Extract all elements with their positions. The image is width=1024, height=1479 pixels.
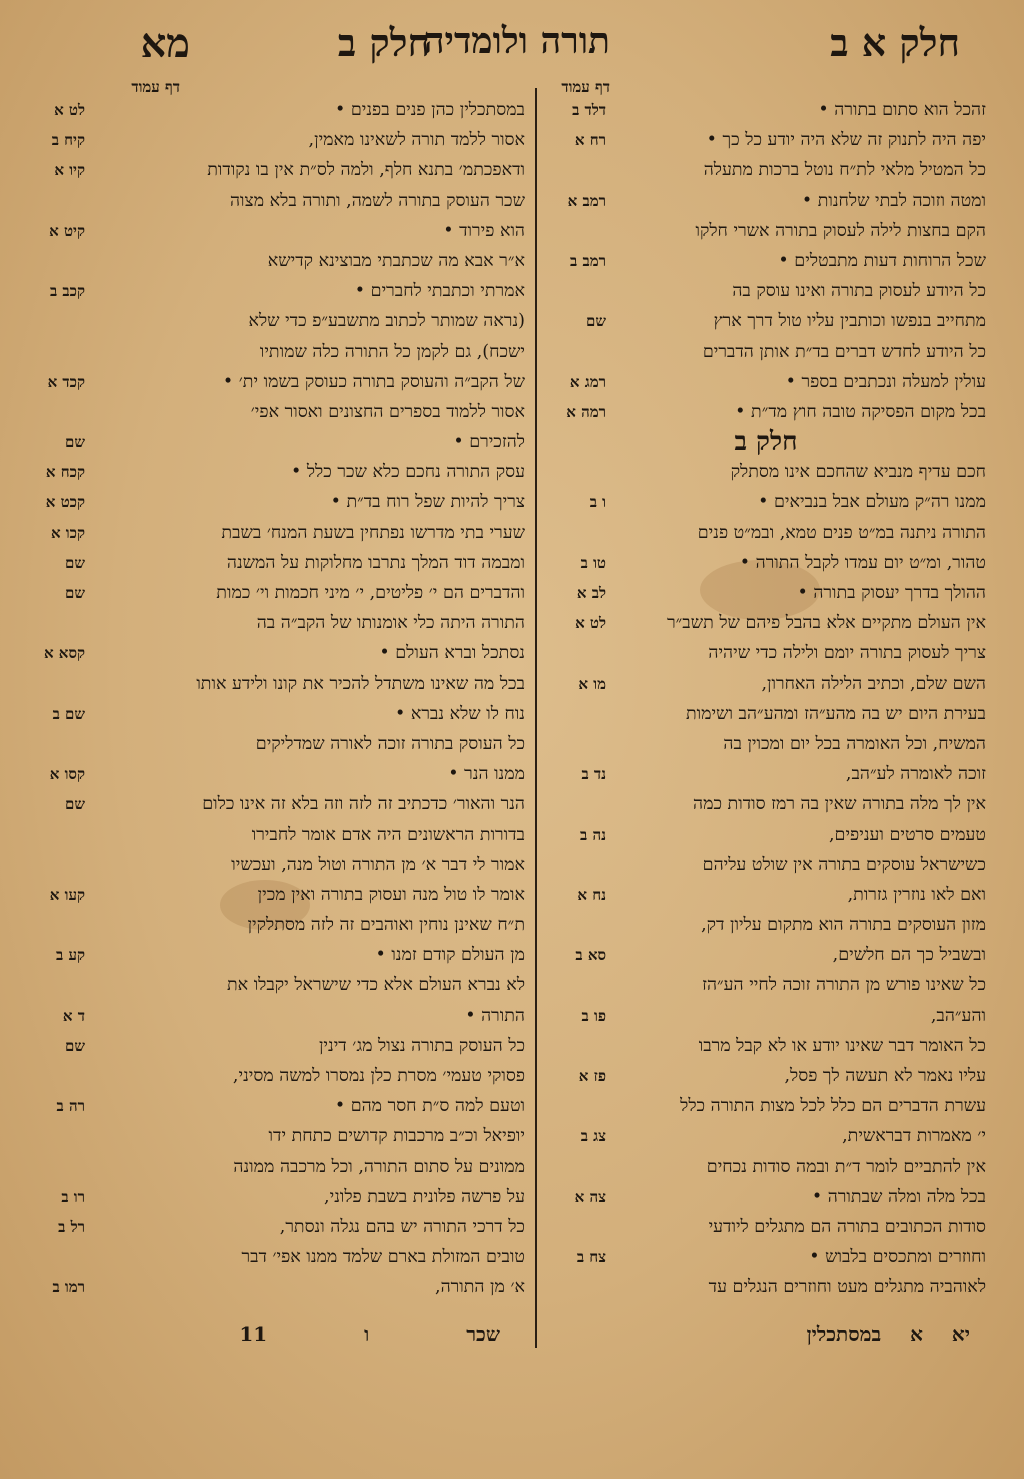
line-text: עסק התורה נחכם כלא שכר כלל • [290, 462, 525, 483]
line-text: כל האומר דבר שאינו יודע או לא קבל מרבו [698, 1035, 986, 1056]
footer-folio: יא [951, 1322, 970, 1346]
line-text: נוח לו שלא נברא • [394, 703, 525, 724]
folio-reference: רה ב [56, 1097, 85, 1116]
text-line [546, 608, 986, 638]
folio-reference: טו ב [580, 553, 606, 572]
footer-right [570, 1322, 970, 1352]
line-text: עליו נאמר לא תעשה לך פסל, [784, 1066, 986, 1086]
folio-reference: צה א [574, 1187, 606, 1206]
text-line [546, 1182, 986, 1212]
line-text: ההולך בדרך יעסוק בתורה • [797, 583, 986, 603]
text-line [100, 970, 525, 1000]
folio-reference: רמג א [569, 372, 606, 391]
text-line [43, 638, 525, 668]
line-text: אסור ללמד תורה לשאינו מאמין, [308, 130, 525, 151]
line-text: כשישראל עוסקים בתורה אין שולט עליהם [702, 854, 986, 875]
text-line [50, 518, 525, 548]
line-text: ממנו הנר • [448, 764, 525, 785]
text-line [65, 789, 525, 819]
footer-catchword: שכר [466, 1322, 500, 1346]
line-text: אין העולם מתקיים אלא בהבל פיהם של תשב״ר [667, 613, 986, 634]
text-line [100, 246, 525, 276]
folio-reference: מו א [578, 674, 606, 693]
line-text: שכל הרוחות דעות מתבטלים • [778, 250, 986, 271]
text-line [47, 367, 525, 397]
folio-reference: קע ב [56, 946, 85, 965]
folio-reference: קכח א [45, 463, 85, 482]
folio-reference: רו ב [61, 1187, 85, 1206]
folio-reference: צג ב [580, 1127, 606, 1146]
line-text: זהכל הוא סתום בתורה • [818, 100, 986, 120]
line-text: עולין למעלה ונכתבים בספר • [785, 371, 986, 392]
text-line [100, 729, 525, 759]
text-line [100, 820, 525, 850]
text-line [100, 669, 525, 699]
line-text: כל העוסק בתורה נצול מג׳ דינין [318, 1035, 525, 1056]
folio-reference: קכט א [45, 493, 85, 512]
folio-reference: ד א [62, 1006, 85, 1025]
line-text: טעמים סרטים ועניפים, [828, 824, 986, 845]
folio-reference: רמו ב [52, 1278, 85, 1297]
text-line [52, 699, 525, 729]
folio-reference: קכב ב [49, 282, 85, 301]
folio-reference: סא ב [575, 946, 606, 965]
text-line [546, 1152, 986, 1182]
line-text: ובשביל כך הם חלשים, [832, 945, 986, 966]
text-line [546, 155, 986, 185]
line-text: זוכה לאומרה לע״הב, [845, 764, 986, 785]
folio-reference: לט א [54, 101, 85, 119]
text-line [546, 1212, 986, 1242]
text-line [546, 306, 986, 336]
text-line [546, 518, 986, 548]
line-text: כל היודע לעסוק בתורה ואינו עוסק בה [732, 281, 986, 302]
text-line [546, 880, 986, 910]
text-line [546, 216, 986, 246]
text-line [546, 759, 986, 789]
text-line [546, 1242, 986, 1272]
text-line [45, 487, 525, 517]
text-line [546, 367, 986, 397]
folio-reference: שם [586, 312, 606, 331]
text-line [546, 1272, 986, 1302]
column-head-right: דף עמוד [561, 78, 610, 96]
folio-reference: לט א [575, 614, 606, 633]
text-line [546, 1121, 986, 1151]
line-text: התורה • [465, 1005, 525, 1026]
text-line [49, 276, 525, 306]
folio-reference: נד ב [581, 765, 606, 784]
text-line [65, 548, 525, 578]
folio-reference: קכו א [50, 523, 85, 542]
line-text: לא נברא העולם אלא כדי שישראל יקבלו את [226, 975, 525, 996]
line-text: ממנו רה״ק מעולם אבל בנביאים • [758, 492, 986, 513]
line-text: אמור לי דבר א׳ מן התורה וטול מנה, ועכשיו [231, 854, 525, 875]
text-line [546, 970, 986, 1000]
text-line [100, 397, 525, 427]
header-title: תורה ולומדיה [423, 20, 610, 62]
text-line [100, 306, 525, 336]
line-text: להזכירם • [453, 432, 525, 453]
text-line [546, 699, 986, 729]
folio-reference: רמה א [566, 402, 606, 421]
line-text: הוא פירוד • [443, 220, 525, 241]
line-text: ממונים על סתום התורה, וכל מרכבה ממונה [233, 1156, 525, 1177]
line-text: בכל מקום הפסיקה טובה חוץ מד״ת • [735, 401, 986, 422]
line-text: וחוזרים ומתכסים בלבוש • [809, 1247, 986, 1268]
text-line [546, 186, 986, 216]
line-text: (נראה שמותר לכתוב מתשבע״פ כדי שלא [248, 311, 525, 332]
text-line [546, 820, 986, 850]
line-text: מן העולם קודם זמנו • [375, 945, 525, 966]
line-text: ודאפכתמ׳ בתנא חלף, ולמה לס״ת אין בו נקודות [207, 160, 525, 181]
line-text: יופיאל וכ״ב מרכבות קדושים כתחת ידו [268, 1126, 525, 1147]
line-text: יפה היה לתנוק זה שלא היה יודע כל כך • [706, 130, 986, 151]
text-line [546, 729, 986, 759]
line-text: סודות הכתובים בתורה הם מתגלים ליודעי [708, 1216, 986, 1237]
text-line [52, 1272, 525, 1302]
folio-reference: קעו א [49, 885, 85, 904]
text-line [546, 789, 986, 819]
text-line [546, 669, 986, 699]
line-text: מתחייב בנפשו וכותבין עליו טול דרך ארץ [713, 311, 986, 332]
line-text: ישכח), גם לקמן כל התורה כלה שמותיו [259, 341, 525, 362]
line-text: מזון העוסקים בתורה הוא מתקום עליון דק, [701, 915, 986, 936]
folio-reference: שם ב [52, 704, 85, 723]
folio-reference: קסא א [43, 644, 85, 663]
line-text: והע״הב, [930, 1005, 986, 1026]
right-column [546, 95, 986, 1335]
text-line [546, 276, 986, 306]
text-line [546, 1061, 986, 1091]
text-line [54, 155, 525, 185]
text-line [49, 216, 525, 246]
line-text: במסתכלין כהן פנים בפנים • [334, 100, 525, 120]
line-text: א״ר אבא מה שכתבתי מבוצינא קדישא [267, 250, 525, 271]
line-text: בעירת היום יש בה מהע״הז ומהע״הב ושימות [686, 703, 986, 724]
folio-reference: שם [65, 433, 85, 452]
line-text: ומבמה דוד המלך נתרבו מחלוקות על המשנה [226, 552, 525, 573]
line-text: התורה היתה כלי אומנותו של הקב״ה בה [256, 613, 525, 634]
text-line [546, 397, 986, 427]
folio-reference: שם [65, 553, 85, 572]
folio-reference: קכד א [47, 372, 85, 391]
folio-reference: צח ב [576, 1248, 606, 1267]
line-text: אין להתביים לומר ד״ת ובמה סודות נכחים [706, 1156, 986, 1177]
text-line [56, 940, 525, 970]
folio-reference: רמב ב [570, 251, 606, 270]
line-text: אמרתי וכתבתי לחברים • [354, 281, 525, 302]
text-line [546, 548, 986, 578]
line-text: אסור ללמוד בספרים החצונים ואסור אפי׳ [250, 401, 525, 422]
folio-reference: ו ב [589, 493, 606, 512]
text-line [62, 1001, 525, 1031]
running-header [60, 20, 960, 80]
text-line [100, 910, 525, 940]
text-line [61, 1182, 525, 1212]
line-text: כל המטיל מלאי לת״ח נוטל ברכות מתעלה [703, 160, 986, 181]
line-text: על פרשה פלונית בשבת פלוני, [324, 1186, 525, 1207]
line-text: אין לך מלה בתורה שאין בה רמז סודות כמה [693, 794, 986, 815]
line-text: ת״ח שאינן נוחין ואוהבים זה לזה מסתלקין [247, 915, 525, 936]
text-line [45, 457, 525, 487]
line-text: כל העוסק בתורה זוכה לאורה שמדליקים [255, 733, 525, 754]
text-line [51, 125, 525, 155]
line-text: ומטה וזוכה לבתי שלחנות • [801, 190, 986, 211]
folio-reference: פז א [578, 1067, 606, 1085]
text-line [49, 880, 525, 910]
left-column [43, 95, 525, 1335]
footer-mark: ו [364, 1322, 370, 1346]
line-text: חכם עדיף מנביא שהחכם אינו מסתלק [730, 462, 986, 483]
text-line [546, 1001, 986, 1031]
folio-reference: קסו א [49, 765, 85, 784]
text-line [54, 95, 525, 125]
folio-reference: רח א [574, 131, 606, 150]
line-text: אומר לו טול מנה ועסוק בתורה ואין מכין [257, 884, 525, 905]
line-text: הקם בחצות לילה לעסוק בתורה אשרי חלקו [695, 220, 986, 241]
line-text: התורה ניתנה במ״ט פנים טמא, ובמ״ט פנים [697, 522, 986, 543]
text-line [546, 940, 986, 970]
text-line [100, 1242, 525, 1272]
line-text: כל היודע לחדש דברים בד״ת אותן הדברים [702, 341, 986, 362]
footer-catchword: במסתכלין [806, 1322, 882, 1346]
line-text: של הקב״ה והעוסק בתורה כעוסק בשמו ית׳ • [222, 371, 525, 392]
line-text: י׳ מאמרות דבראשית, [842, 1126, 986, 1147]
line-text: פסוקי טעמי׳ מסרת כלן נמסרו למשה מסיני, [232, 1066, 525, 1086]
line-text: בדורות הראשונים היה אדם אומר לחבירו [251, 824, 525, 845]
line-text: בכל מה שאינו משתדל להכיר את קונו ולידע אותו [196, 673, 525, 694]
footer-mark: 11 [239, 1322, 268, 1346]
text-line [546, 850, 986, 880]
footer-left [100, 1322, 500, 1352]
text-line [100, 337, 525, 367]
text-line [100, 850, 525, 880]
folio-reference: רמב א [567, 191, 606, 210]
header-folio: מא [140, 20, 190, 67]
line-text: כל דרכי התורה יש בהם נגלה ונסתר, [279, 1216, 525, 1237]
header-section: חלק א ב [830, 20, 960, 65]
folio-reference: נח א [577, 885, 606, 904]
line-text: ואם לאו נוזרין גזרות, [847, 884, 986, 905]
folio-reference: דלד ב [572, 101, 606, 119]
line-text: עשרת הדברים הם כלל לכל מצות התורה כלל [680, 1096, 986, 1117]
text-line [546, 1091, 986, 1121]
line-text: לאוהביה מתגלים מעט וחוזרים הנגלים עד [708, 1277, 986, 1298]
line-text: כל שאינו פורש מן התורה זוכה לחיי הע״הז [702, 975, 986, 996]
folio-reference: קיח ב [51, 131, 85, 150]
line-text: בכל מלה ומלה שבתורה • [811, 1186, 986, 1207]
line-text: שערי בתי מדרשו נפתחין בשעת המנח׳ בשבת [221, 522, 525, 543]
header-part: חלק ב [337, 20, 430, 65]
text-line [58, 1212, 525, 1242]
text-line [546, 337, 986, 367]
text-line [546, 910, 986, 940]
text-line [65, 427, 525, 457]
line-text: הנר והאור׳ כדכתיב זה לזה וזה בלא זה אינו כלום [202, 794, 525, 815]
section-heading: חלק ב [734, 427, 798, 458]
folio-reference: שם [65, 795, 85, 814]
line-text: צריך להיות שפל רוח בד״ת • [330, 492, 525, 513]
line-text: א׳ מן התורה, [435, 1277, 525, 1298]
line-text: והדברים הם י׳ פליטים, י׳ מיני חכמות וי׳ כמות [216, 583, 525, 603]
line-text: צריך לעסוק בתורה יומם ולילה כדי שיהיה [708, 643, 986, 664]
text-line [546, 1031, 986, 1061]
text-line [546, 125, 986, 155]
text-line [100, 1061, 525, 1091]
text-line [546, 487, 986, 517]
text-line [56, 1091, 525, 1121]
text-line [546, 246, 986, 276]
text-line [546, 457, 986, 487]
text-line [100, 1152, 525, 1182]
folio-reference: נה ב [580, 825, 606, 844]
footer-signature: א [910, 1322, 923, 1346]
line-text: המשיח, וכל האומרה בכל יום ומכוין בה [723, 733, 986, 754]
text-line [100, 1121, 525, 1151]
line-text: וטעם למה ס״ת חסר מהם • [334, 1096, 525, 1117]
line-text: נסתכל וברא העולם • [379, 643, 525, 664]
text-line [65, 1031, 525, 1061]
line-text: טובים המזולת בארם שלמד ממנו אפי׳ דבר [241, 1247, 525, 1268]
line-text: השם שלם, וכתיב הלילה האחרון, [761, 673, 986, 694]
folio-reference: שם [65, 584, 85, 602]
folio-reference: קיט א [49, 221, 85, 240]
folio-reference: פו ב [581, 1006, 606, 1025]
text-line [100, 186, 525, 216]
text-line [100, 608, 525, 638]
folio-reference: שם [65, 1036, 85, 1055]
text-line [65, 578, 525, 608]
line-text: טהור, ומ״ט יום עמדו לקבל התורה • [739, 552, 986, 573]
column-head-left: דף עמוד [131, 78, 180, 96]
text-line [546, 638, 986, 668]
folio-reference: לב א [576, 584, 606, 602]
column-divider [535, 88, 537, 1348]
text-line [546, 95, 986, 125]
text-line [546, 578, 986, 608]
line-text: שכר העוסק בתורה לשמה, ותורה בלא מצוה [229, 190, 525, 211]
text-line [49, 759, 525, 789]
folio-reference: רל ב [58, 1217, 85, 1236]
folio-reference: קיו א [54, 161, 85, 180]
